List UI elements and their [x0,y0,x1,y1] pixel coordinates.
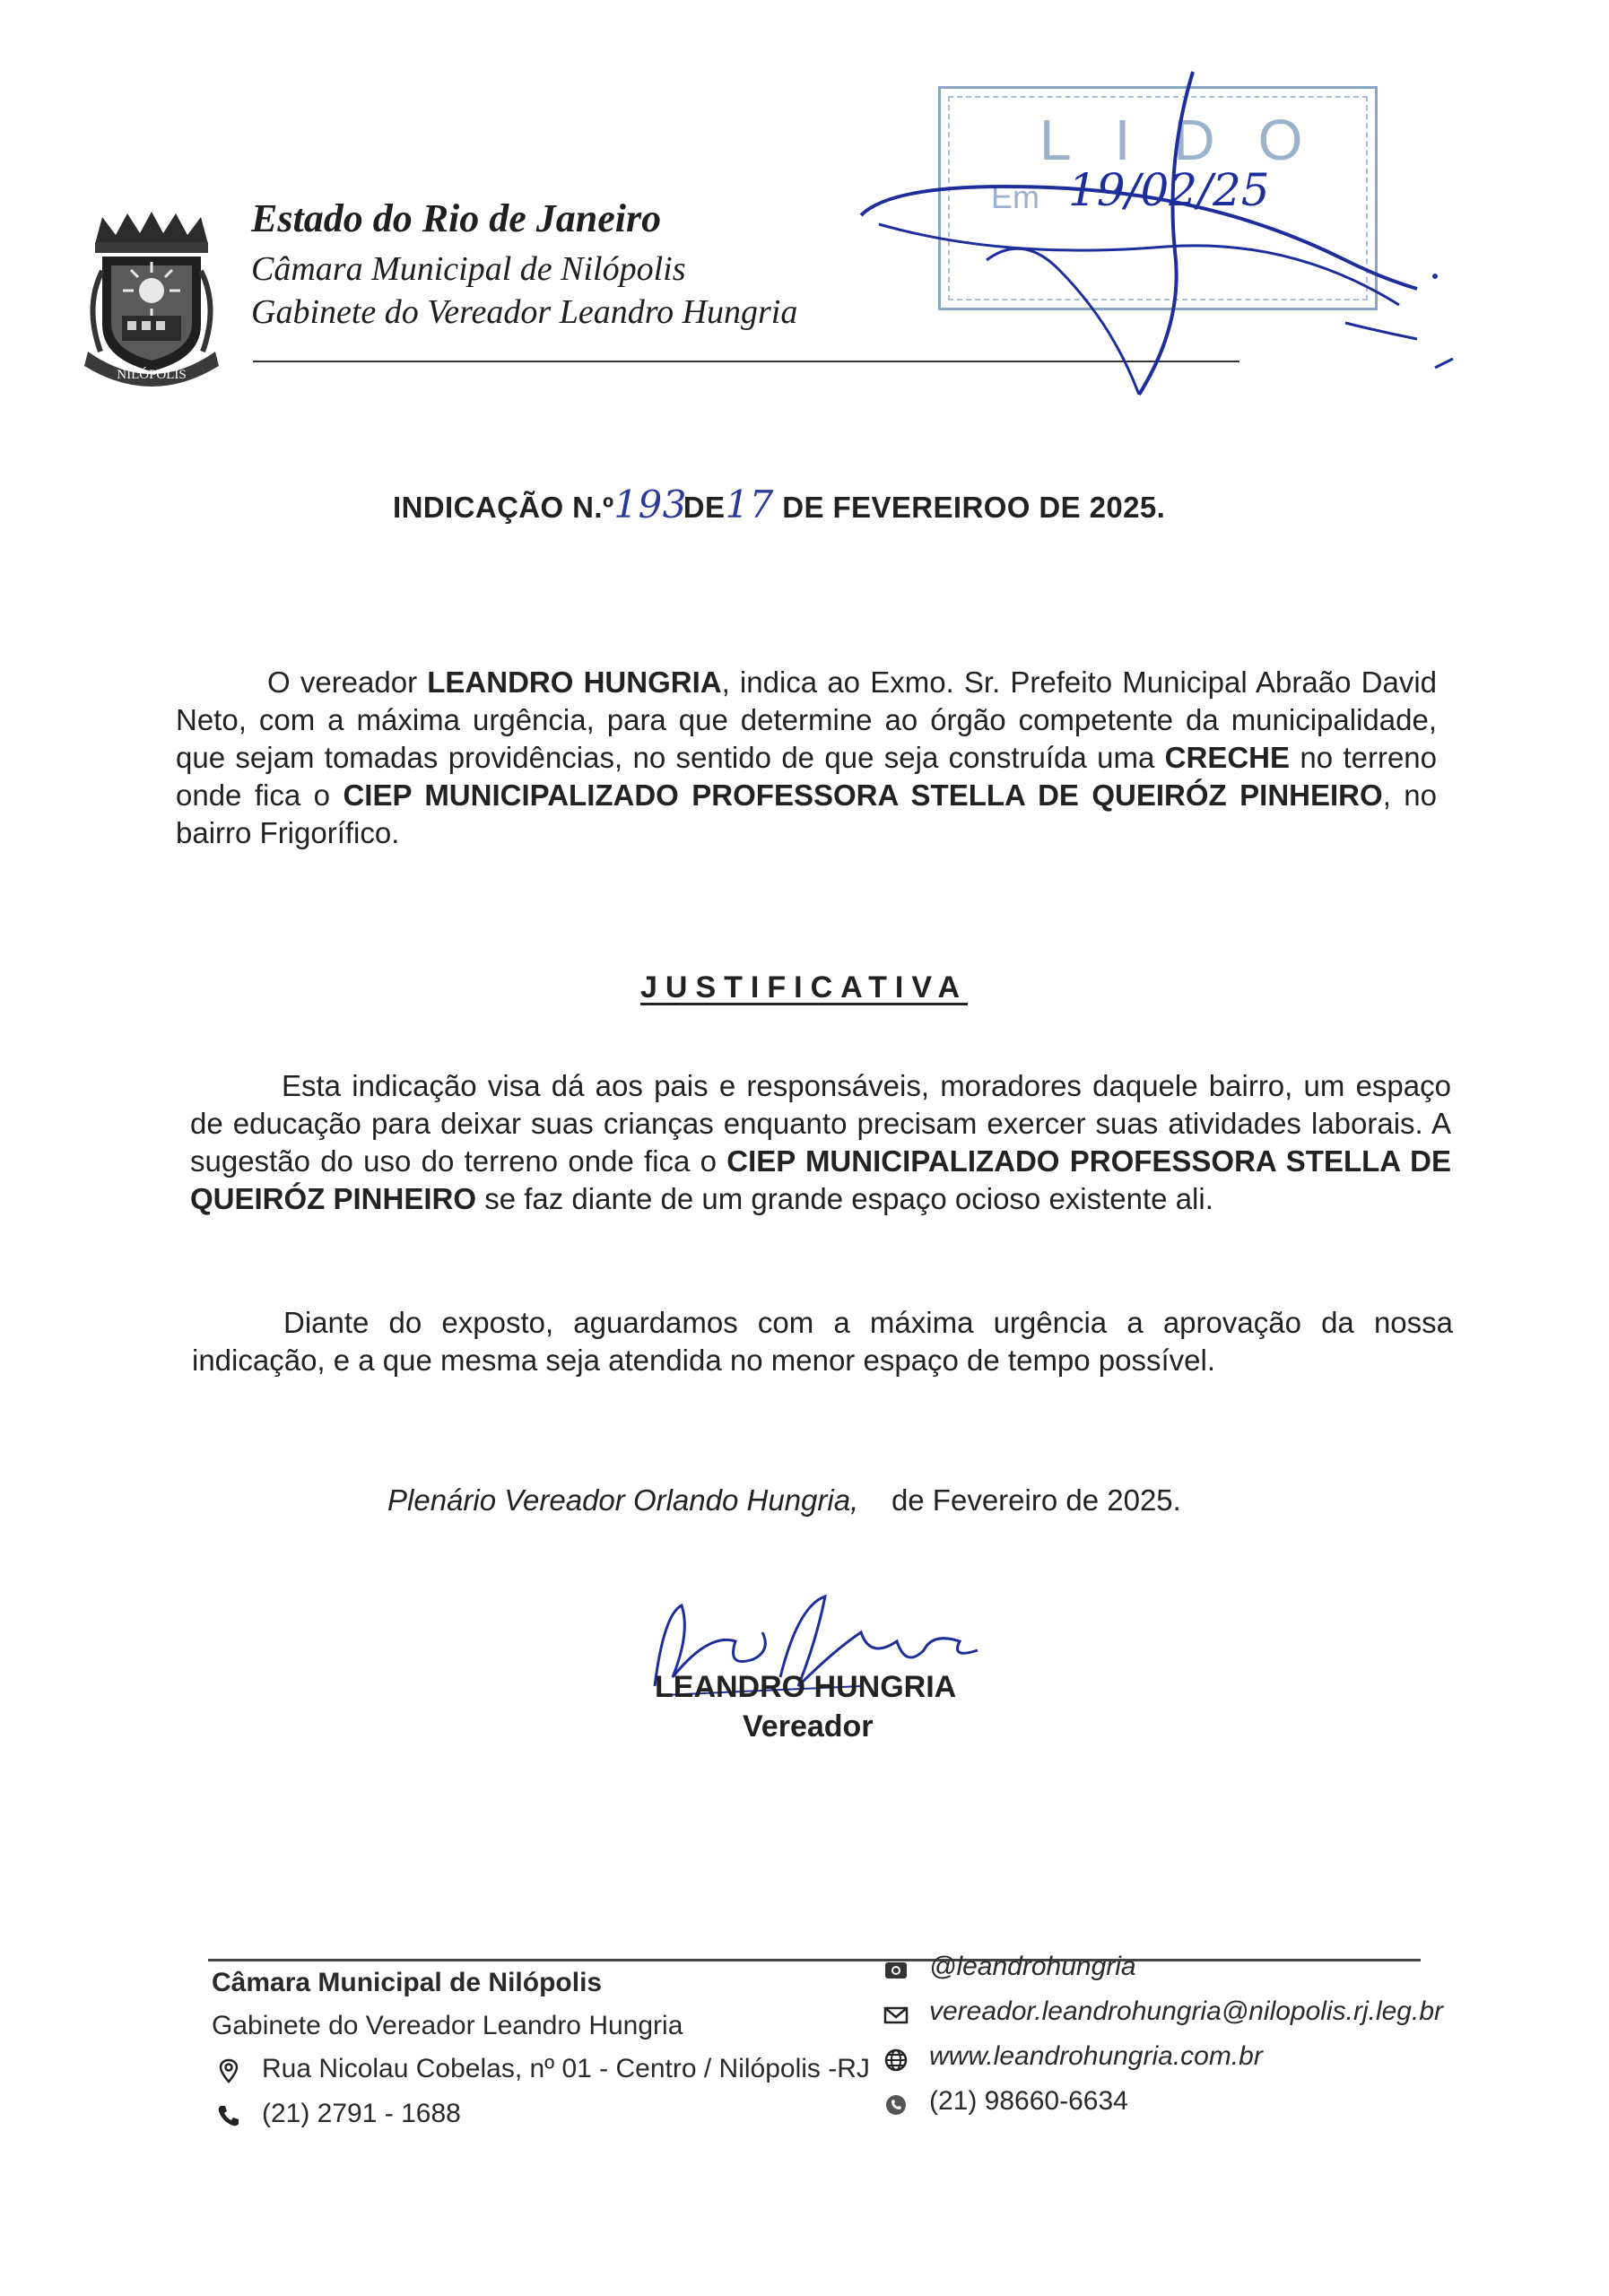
header-chamber: Câmara Municipal de Nilópolis [251,250,686,288]
footer-office: Gabinete do Vereador Leandro Hungria [212,2011,683,2040]
footer-chamber: Câmara Municipal de Nilópolis [212,1968,603,1997]
footer-website-row [883,2041,1465,2077]
title-rest: DE FEVEREIROO DE 2025. [782,491,1166,524]
globe-icon [883,2047,909,2074]
paragraph-conclusion: Diante do exposto, aguardamos com a máxima urgência a aprovação da nossa indicação, e a que mesma seja atendida no menor espaço de tempo possível. [192,1306,1453,1377]
stamp-label: LIDO [1039,108,1346,172]
signatory-role: Vereador [743,1709,874,1744]
stamp-signature [843,54,1471,430]
paragraph-justification: Esta indicação visa dá aos pais e responsáveis, moradores daquele bairro, um espaço de educação para deixar suas crianças enquanto precisam exercer suas atividades laborais. A sugestão do uso do terreno onde fica o CIEP MUNICIPALIZADO PROFESSORA STELLA DE QUEIRÓZ PINHEIRO se faz diante de um grande espaço ocioso existente ali. [190,1069,1451,1215]
footer-website[interactable]: www.leandrohungria.com.br [929,2041,1263,2071]
svg-text:NILÓPOLIS: NILÓPOLIS [117,368,187,382]
footer-whatsapp[interactable]: (21) 98660-6634 [929,2086,1128,2116]
footer-phone-row [215,2099,753,2135]
document-title [393,483,1165,526]
instagram-icon [883,1957,909,1984]
paragraph-indication: O vereador LEANDRO HUNGRIA, indica ao Exmo. Sr. Prefeito Municipal Abraão David Neto, com a máxima urgência, para que determine ao órgão competente da municipalidade, que sejam tomadas providências, no sentido de que seja construída uma CRECHE no terreno onde fica o CIEP MUNICIPALIZADO PROFESSORA STELLA DE QUEIRÓZ PINHEIRO, no bairro Frigorífico. [176,665,1438,849]
email-icon [883,2002,909,2029]
section-heading-justificativa: JUSTIFICATIVA [640,970,969,1004]
footer-email-row [883,1996,1510,2032]
title-prefix: INDICAÇÃO N.º [393,491,614,524]
signatory-name: LEANDRO HUNGRIA [655,1670,957,1704]
stamp-date: 19/02/25 [1068,164,1270,216]
footer-address: Rua Nicolau Cobelas, nº 01 - Centro / Nilópolis -RJ [262,2054,870,2083]
footer-email[interactable]: vereador.leandrohungria@nilopolis.rj.leg.br [929,1996,1444,2026]
whatsapp-icon [883,2092,909,2118]
title-number: 193 [613,483,687,526]
footer-phone: (21) 2791 - 1688 [262,2099,461,2128]
header-office: Gabinete do Vereador Leandro Hungria [251,293,798,331]
month-year: de Fevereiro de 2025. [891,1483,1181,1517]
phone-icon [215,2102,242,2129]
plenary-name: Plenário Vereador Orlando Hungria, [387,1483,859,1517]
footer-instagram[interactable]: @leandrohungria [929,1952,1136,1981]
title-de: DE [683,491,726,524]
footer-instagram-row [883,1952,1465,1987]
header-state: Estado do Rio de Janeiro [251,196,662,240]
place-date-line [387,1483,1181,1518]
stamp-prefix: Em [991,178,1039,215]
crest-icon [75,208,228,387]
footer-whatsapp-row [883,2086,1465,2122]
title-day: 17 [725,483,774,526]
location-pin-icon [215,2057,242,2084]
